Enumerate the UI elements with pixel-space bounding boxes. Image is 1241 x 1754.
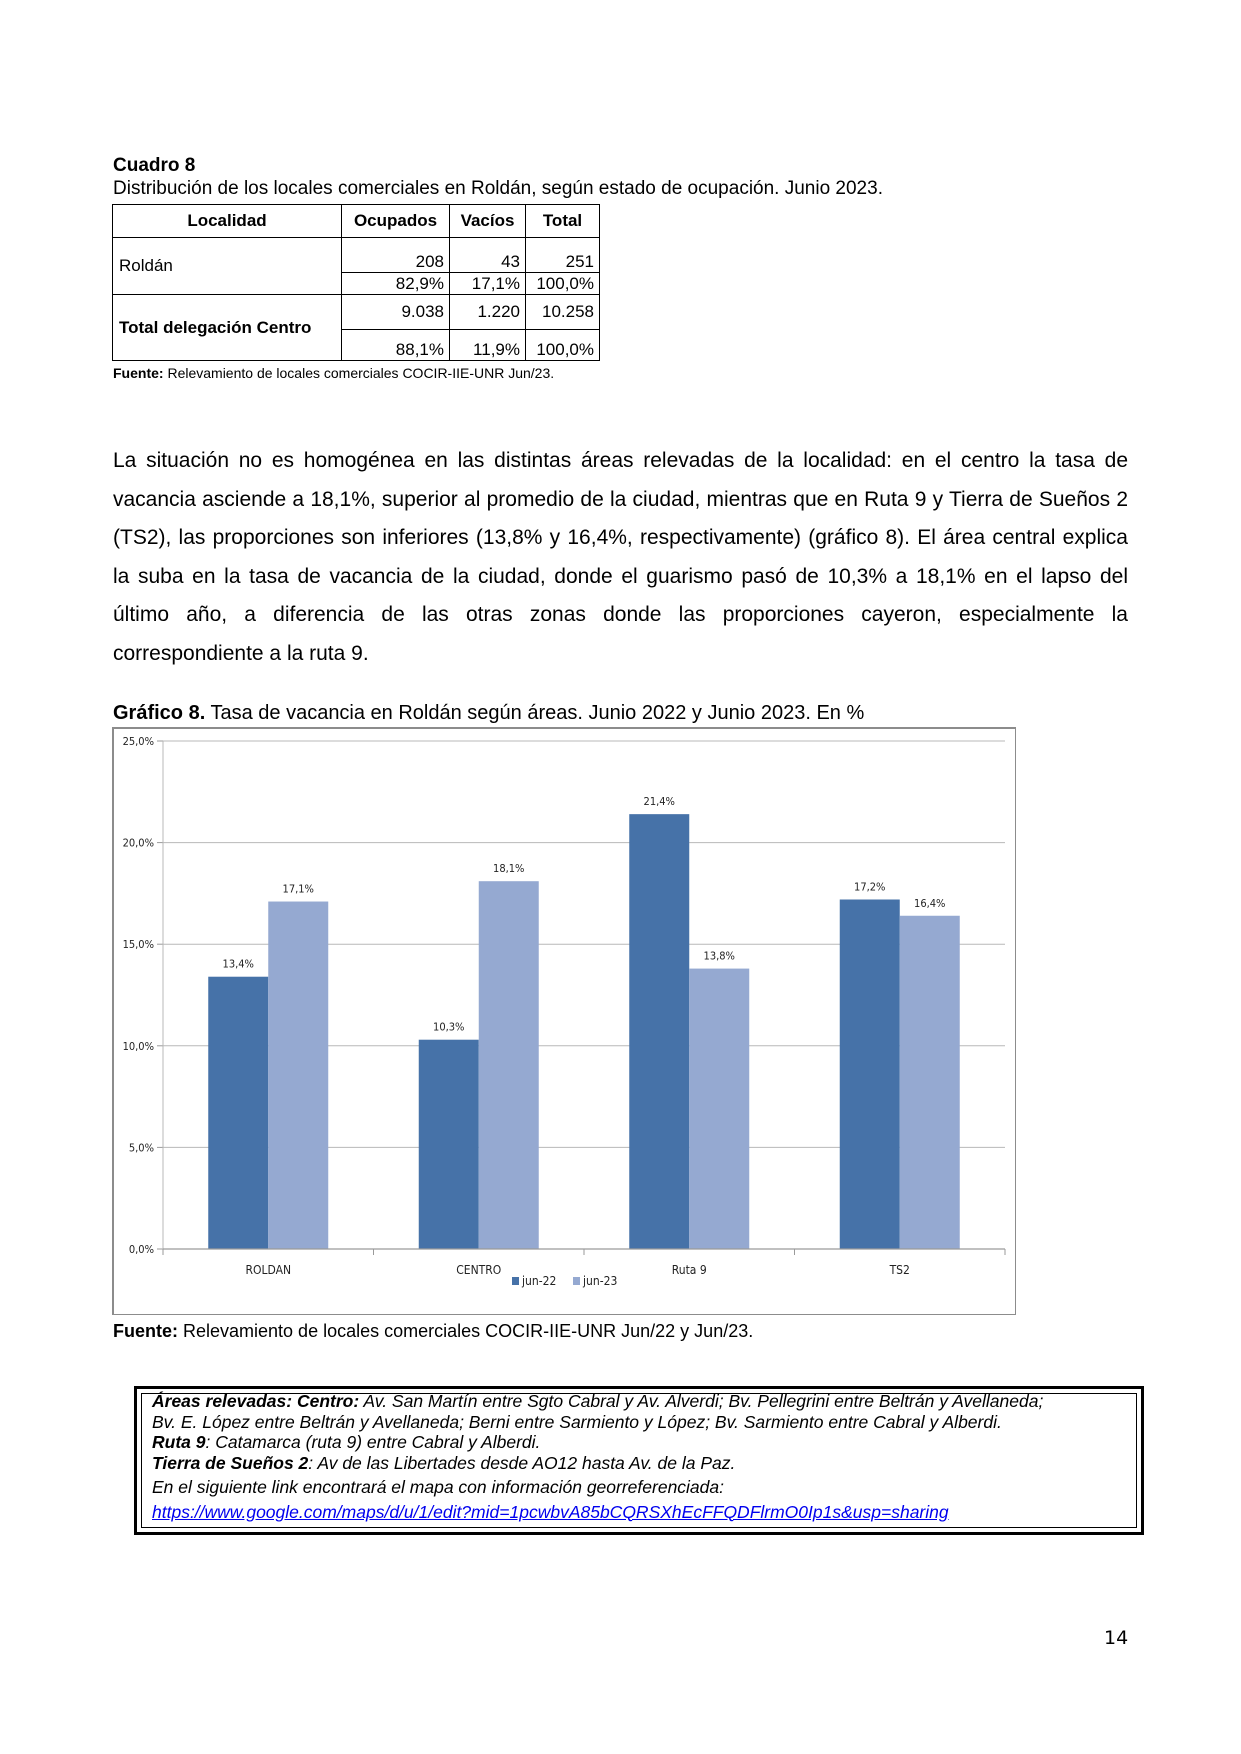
bar-jun-23 <box>900 916 960 1249</box>
x-category-label: TS2 <box>889 1263 910 1277</box>
cell-vacios-pct: 17,1% <box>450 272 526 294</box>
bar-jun-23 <box>479 881 539 1249</box>
y-tick-label: 25,0% <box>122 735 154 748</box>
header-ocupados: Ocupados <box>342 205 450 238</box>
data-label: 21,4% <box>643 795 675 809</box>
source-label: Fuente: <box>113 365 164 381</box>
row-localidad: Total delegación Centro <box>113 295 342 361</box>
bar-jun-22 <box>840 899 900 1249</box>
areas-centro-text: Av. San Martín entre Sgto Cabral y Av. Alverdi; Bv. Pellegrini entre Beltrán y Avellaneda; <box>359 1391 1044 1411</box>
map-link-line <box>152 1502 1141 1523</box>
ts2-text: : Av de las Libertades desde AO12 hasta Av. de la Paz. <box>308 1452 736 1473</box>
cell-ocupados-count: 208 <box>342 238 450 273</box>
data-label: 13,8% <box>703 949 735 963</box>
cell-vacios-pct: 11,9% <box>450 330 526 361</box>
cell-vacios-count: 1.220 <box>450 295 526 330</box>
row-localidad: Roldán <box>113 238 342 295</box>
chart-title <box>113 701 864 725</box>
cell-total-pct: 100,0% <box>526 330 600 361</box>
surveyed-areas-box <box>134 1386 1144 1535</box>
legend-swatch-jun-23 <box>573 1277 580 1285</box>
source-label: Fuente: <box>113 1321 178 1341</box>
ruta9-label: Ruta 9 <box>152 1432 206 1452</box>
y-tick-label: 0,0% <box>128 1243 154 1256</box>
map-link-intro: En el siguiente link encontrará el mapa con información georreferenciada: <box>152 1477 724 1497</box>
y-tick-label: 15,0% <box>122 938 154 952</box>
chart-label: Gráfico 8. <box>113 702 206 724</box>
chart-title-text: Tasa de vacancia en Roldán según áreas. Junio 2022 y Junio 2023. En % <box>205 702 865 724</box>
vacancy-bar-chart <box>112 727 1016 1315</box>
table-subtitle: Distribución de los locales comerciales en Roldán, según estado de ocupación. Junio 2023. <box>113 178 883 199</box>
cell-total-count: 251 <box>526 238 600 273</box>
bar-jun-23 <box>689 969 749 1249</box>
header-localidad: Localidad <box>113 205 342 238</box>
table-header-row <box>113 205 600 238</box>
y-tick-label: 10,0% <box>122 1039 154 1053</box>
y-tick-label: 20,0% <box>122 836 154 850</box>
source-text: Relevamiento de locales comerciales COCIR-IIE-UNR Jun/23. <box>163 365 555 381</box>
data-label: 13,4% <box>222 957 254 971</box>
chart-source <box>113 1320 753 1342</box>
cell-ocupados-pct: 82,9% <box>342 272 450 294</box>
chart-canvas <box>114 729 1016 1315</box>
data-label: 10,3% <box>433 1020 465 1034</box>
x-category-label: Ruta 9 <box>671 1263 707 1277</box>
occupancy-table <box>112 204 600 361</box>
x-category-label: CENTRO <box>456 1263 502 1277</box>
cell-total-pct: 100,0% <box>526 272 600 294</box>
areas-centro-label: Áreas relevadas: Centro: <box>152 1391 360 1411</box>
ruta9-text: : Catamarca (ruta 9) entre Cabral y Alberdi. <box>205 1432 541 1452</box>
header-vacios: Vacíos <box>450 205 526 238</box>
table-source <box>113 365 554 381</box>
data-label: 17,2% <box>854 880 886 894</box>
legend-swatch-jun-22 <box>512 1277 519 1285</box>
ts2-label: Tierra de Sueños 2 <box>152 1452 309 1473</box>
map-link[interactable]: https://www.google.com/maps/d/u/1/edit?mid=1pcwbvA85bCQRSXhEcFFQDFlrmO0Ip1s&usp=sharing <box>152 1501 949 1522</box>
table-row <box>113 238 600 273</box>
areas-ruta9-line <box>152 1432 1141 1453</box>
table-row <box>113 295 600 330</box>
bar-jun-22 <box>419 1040 479 1249</box>
bar-jun-23 <box>268 902 328 1249</box>
cell-vacios-count: 43 <box>450 238 526 273</box>
body-paragraph: La situación no es homogénea en las distintas áreas relevadas de la localidad: en el centro la tasa de vacancia asciende a 18,1%, superior al promedio de la ciudad, mientras que en Ruta 9 y Tierra de Sueños 2 (TS2), las proporciones son inferiores (13,8% y 16,4%, respectivamente) (gráfico 8). El área central explica la suba en la tasa de vacancia de la ciudad, donde el guarismo pasó de 10,3% a 18,1% en el lapso del último año, a diferencia de las otras zonas donde las proporciones cayeron, especialmente la correspondiente a la ruta 9. <box>113 449 1128 665</box>
source-text: Relevamiento de locales comerciales COCIR-IIE-UNR Jun/22 y Jun/23. <box>178 1321 754 1341</box>
areas-centro-line <box>152 1391 1141 1412</box>
x-category-label: ROLDAN <box>245 1263 292 1277</box>
areas-centro-line-2: Bv. E. López entre Beltrán y Avellaneda; Berni entre Sarmiento y López; Bv. Sarmiento entre Cabral y Alberdi. <box>152 1411 1002 1432</box>
legend-label: jun-22 <box>522 1274 557 1288</box>
table-title: Cuadro 8 <box>113 155 196 176</box>
data-label: 16,4% <box>914 896 946 910</box>
cell-ocupados-pct: 88,1% <box>342 330 450 361</box>
cell-total-count: 10.258 <box>526 295 600 330</box>
areas-ts2-line <box>152 1453 1141 1474</box>
bar-jun-22 <box>629 814 689 1249</box>
y-tick-label: 5,0% <box>128 1141 154 1155</box>
header-total: Total <box>526 205 600 238</box>
cell-ocupados-count: 9.038 <box>342 295 450 330</box>
legend-label: jun-23 <box>583 1274 618 1288</box>
data-label: 18,1% <box>493 862 525 876</box>
bar-jun-22 <box>208 977 268 1249</box>
page-number: 14 <box>1104 1627 1129 1649</box>
data-label: 17,1% <box>282 882 314 896</box>
